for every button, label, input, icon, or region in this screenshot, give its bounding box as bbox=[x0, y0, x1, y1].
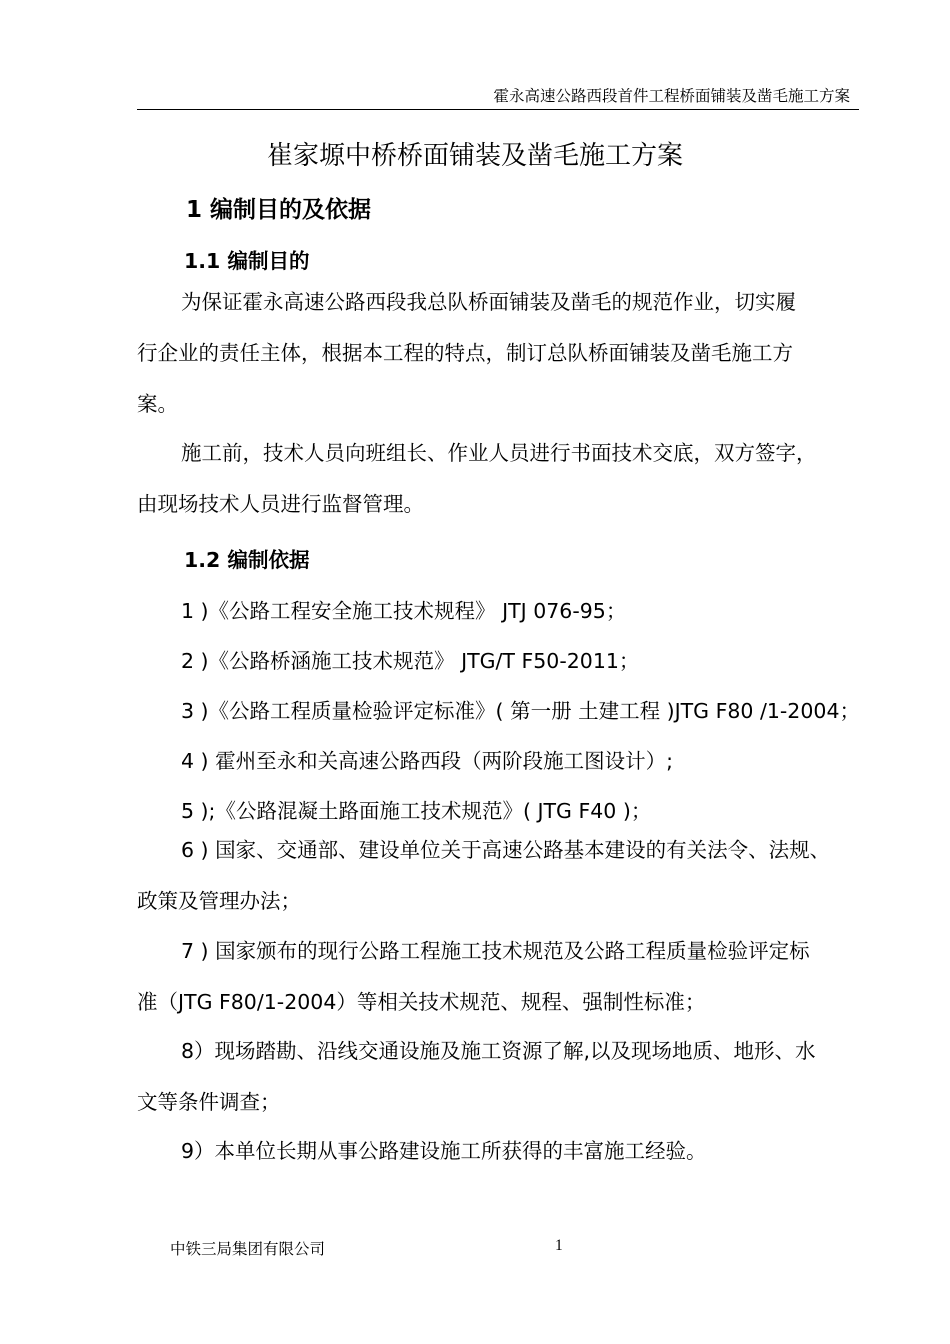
paragraph-purpose bbox=[137, 277, 859, 430]
paragraph-line: 9）本单位长期从事公路建设施工所获得的丰富施工经验。 bbox=[181, 1139, 707, 1163]
paragraph-line: 准（JTG F80/1-2004）等相关技术规范、规程、强制性标准； bbox=[137, 990, 706, 1014]
basis-item-7 bbox=[137, 926, 859, 1028]
paragraph-line: 由现场技术人员进行监督管理。 bbox=[137, 492, 424, 516]
paragraph-line: 7 ) 国家颁布的现行公路工程施工技术规范及公路工程质量检验评定标 bbox=[181, 939, 810, 963]
paragraph-line: 施工前，技术人员向班组长、作业人员进行书面技术交底，双方签字， bbox=[181, 441, 817, 465]
page-number: 1 bbox=[555, 1237, 563, 1254]
running-header: 霍永高速公路西段首件工程桥面铺装及凿毛施工方案 bbox=[493, 87, 850, 105]
paragraph-line: 6 ) 国家、交通部、建设单位关于高速公路基本建设的有关法令、法规、 bbox=[181, 838, 831, 862]
paragraph-line: 行企业的责任主体，根据本工程的特点，制订总队桥面铺装及凿毛施工方 bbox=[137, 341, 793, 365]
basis-item-5: 5 );《公路混凝土路面施工技术规范》( JTG F40 )； bbox=[181, 799, 652, 823]
subsection-heading-1-1: 1.1 编制目的 bbox=[184, 249, 310, 273]
subsection-heading-1-2: 1.2 编制依据 bbox=[184, 548, 310, 572]
paragraph-line: 政策及管理办法； bbox=[137, 889, 301, 913]
paragraph-line: 文等条件调查； bbox=[137, 1090, 281, 1114]
section-heading-1: 1 编制目的及依据 bbox=[186, 197, 372, 223]
basis-item-1: 1 )《公路工程安全施工技术规程》 JTJ 076-95； bbox=[181, 599, 627, 623]
paragraph-briefing bbox=[137, 428, 859, 530]
paragraph-line: 8）现场踏勘、沿线交通设施及施工资源了解,以及现场地质、地形、水 bbox=[181, 1039, 816, 1063]
basis-item-6 bbox=[137, 825, 859, 927]
basis-item-9 bbox=[137, 1126, 859, 1177]
header-divider bbox=[137, 109, 859, 110]
basis-item-8 bbox=[137, 1026, 859, 1128]
basis-item-3: 3 )《公路工程质量检验评定标准》( 第一册 土建工程 )JTG F80 /1-2004； bbox=[181, 699, 860, 723]
basis-item-2: 2 )《公路桥涵施工技术规范》 JTG/T F50-2011； bbox=[181, 649, 640, 673]
document-title: 崔家塬中桥桥面铺装及凿毛施工方案 bbox=[266, 141, 683, 171]
basis-item-4: 4 ) 霍州至永和关高速公路西段（两阶段施工图设计）; bbox=[181, 749, 673, 773]
paragraph-line: 为保证霍永高速公路西段我总队桥面铺装及凿毛的规范作业，切实履 bbox=[181, 290, 796, 314]
footer-company: 中铁三局集团有限公司 bbox=[170, 1240, 326, 1258]
paragraph-line: 案。 bbox=[137, 392, 178, 416]
